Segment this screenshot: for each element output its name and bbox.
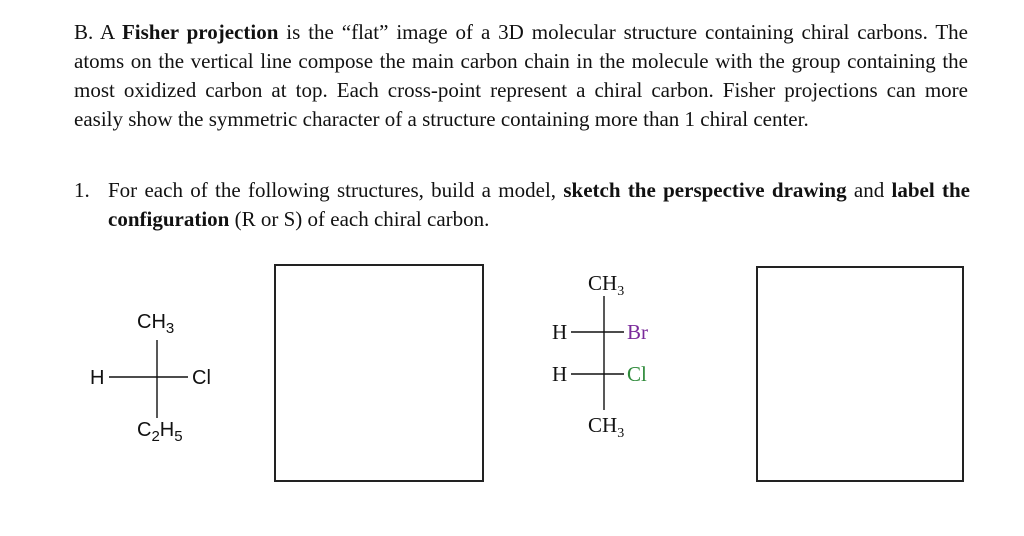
s2-right-atom-chlorine: Cl	[627, 362, 647, 386]
question-bold-b: label the configuration	[108, 178, 970, 231]
question-text	[108, 176, 970, 234]
s1-bottom-group: $C_2H_5$	[137, 419, 183, 445]
s2-left-atom-2: H	[552, 362, 568, 386]
s1-right-atom: Cl	[192, 367, 211, 389]
section-text: is the “flat” image of a 3D molecular structure containing chiral carbons. The atoms on the vertical line compose the main carbon chain in the molecule with the group containing the most oxidized carbon at top. Each cross-point represent a chiral carbon. Fisher projections can more easily show the symmetric character of a structure containing more than 1 chiral center.	[74, 20, 969, 131]
section-prefix: B. A	[74, 20, 122, 44]
question-text-a: For each of the following structures, build a model,	[108, 178, 564, 202]
answer-box-1[interactable]	[274, 264, 484, 482]
s1-top-group: $CH_3$	[137, 311, 175, 337]
s1-left-atom: H	[90, 367, 105, 389]
intro-paragraph	[74, 18, 968, 134]
s2-top-group: $CH_3$	[588, 271, 625, 299]
question-bold-a: sketch the perspective drawing	[563, 178, 847, 202]
s2-right-atom-bromine: Br	[627, 320, 648, 344]
question-text-c: (R or S) of each chiral carbon.	[229, 207, 490, 231]
s2-left-atom-1: H	[552, 320, 568, 344]
answer-box-2[interactable]	[756, 266, 964, 482]
question-number: 1.	[74, 178, 90, 202]
question-text-b: and	[846, 178, 892, 202]
s2-bottom-group: $CH_3$	[588, 413, 625, 441]
fisher-projection-term: Fisher projection	[121, 20, 279, 44]
question-1	[74, 176, 970, 234]
